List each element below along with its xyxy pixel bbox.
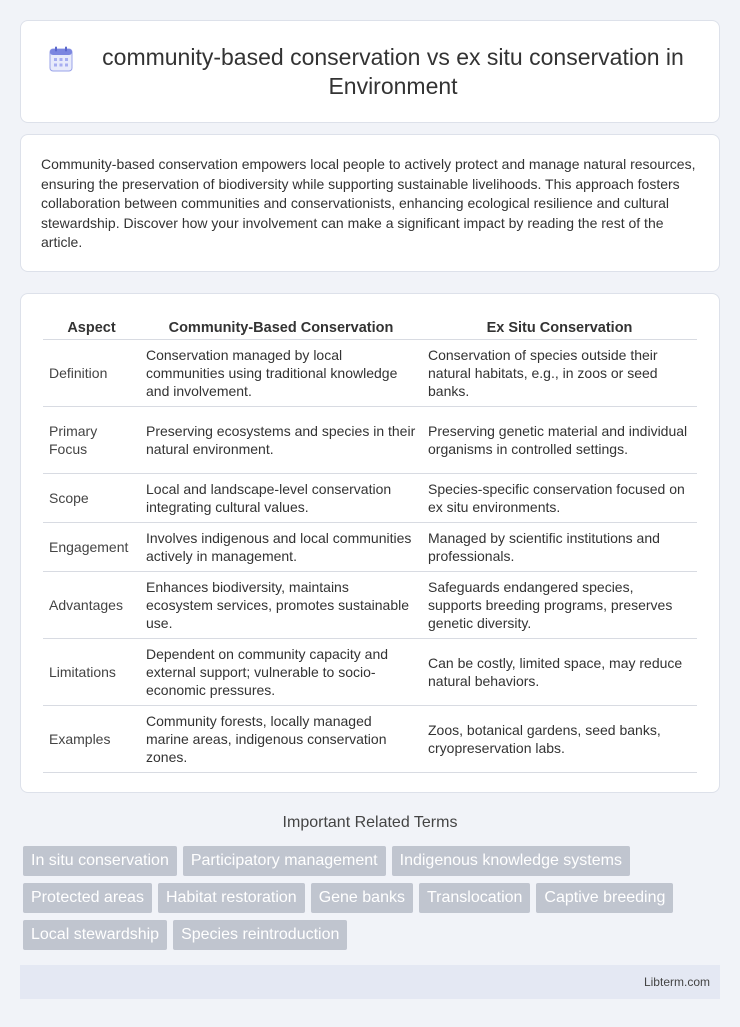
header-aspect: Aspect	[43, 316, 140, 340]
tag-in-situ-conservation[interactable]: In situ conservation	[23, 846, 177, 876]
header-community-based: Community-Based Conservation	[140, 316, 422, 340]
table-row	[43, 523, 697, 572]
row-ex-situ: Preserving genetic material and individual organisms in controlled settings.	[422, 407, 697, 474]
table-row	[43, 340, 697, 407]
row-community-based: Community forests, locally managed marine areas, indigenous conservation zones.	[140, 706, 422, 773]
row-ex-situ: Zoos, botanical gardens, seed banks, cryopreservation labs.	[422, 706, 697, 773]
row-community-based: Preserving ecosystems and species in their natural environment.	[140, 407, 422, 474]
tag-translocation[interactable]: Translocation	[419, 883, 530, 913]
page-title: community-based conservation vs ex situ conservation in Environment	[102, 43, 684, 99]
row-aspect: Primary Focus	[43, 407, 140, 474]
footer-brand-link[interactable]: Libterm.com	[643, 975, 710, 989]
row-ex-situ: Safeguards endangered species, supports breeding programs, preserves genetic diversity.	[422, 572, 697, 639]
intro-text: Community-based conservation empowers local people to actively protect and manage natural resources, ensuring the preservation of biodiversity while supporting sustainable livelihoods. This approach fosters collaboration between communities and conservationists, enhancing ecological resilience and cultural stewardship. Discover how your involvement can make a significant impact by reading the rest of the article.	[41, 156, 696, 251]
table-row	[43, 407, 697, 474]
row-community-based: Dependent on community capacity and external support; vulnerable to socio-economic pressures.	[140, 639, 422, 706]
tag-habitat-restoration[interactable]: Habitat restoration	[158, 883, 305, 913]
related-terms-title: Important Related Terms	[282, 814, 458, 831]
footer	[20, 965, 720, 999]
row-community-based: Local and landscape-level conservation integrating cultural values.	[140, 474, 422, 523]
row-aspect: Engagement	[43, 523, 140, 572]
row-aspect: Scope	[43, 474, 140, 523]
table-row	[43, 572, 697, 639]
tag-captive-breeding[interactable]: Captive breeding	[536, 883, 673, 913]
row-ex-situ: Managed by scientific institutions and professionals.	[422, 523, 697, 572]
row-ex-situ: Conservation of species outside their natural habitats, e.g., in zoos or seed banks.	[422, 340, 697, 407]
tag-gene-banks[interactable]: Gene banks	[311, 883, 413, 913]
row-aspect: Definition	[43, 340, 140, 407]
row-aspect: Advantages	[43, 572, 140, 639]
table-row	[43, 639, 697, 706]
related-terms-list	[20, 846, 720, 950]
row-ex-situ: Species-specific conservation focused on ex situ environments.	[422, 474, 697, 523]
row-aspect: Examples	[43, 706, 140, 773]
intro-card	[20, 134, 720, 272]
calendar-icon	[49, 46, 73, 72]
tag-indigenous-knowledge-systems[interactable]: Indigenous knowledge systems	[392, 846, 630, 876]
table-row	[43, 474, 697, 523]
row-community-based: Involves indigenous and local communities actively in management.	[140, 523, 422, 572]
row-community-based: Conservation managed by local communities using traditional knowledge and involvement.	[140, 340, 422, 407]
table-row	[43, 706, 697, 773]
title-card	[20, 20, 720, 123]
comparison-table-card	[20, 293, 720, 793]
comparison-table	[43, 316, 697, 773]
tag-protected-areas[interactable]: Protected areas	[23, 883, 152, 913]
header-ex-situ: Ex Situ Conservation	[422, 316, 697, 340]
tag-participatory-management[interactable]: Participatory management	[183, 846, 386, 876]
table-header-row	[43, 316, 697, 340]
row-aspect: Limitations	[43, 639, 140, 706]
row-community-based: Enhances biodiversity, maintains ecosystem services, promotes sustainable use.	[140, 572, 422, 639]
tag-local-stewardship[interactable]: Local stewardship	[23, 920, 167, 950]
row-ex-situ: Can be costly, limited space, may reduce natural behaviors.	[422, 639, 697, 706]
tag-species-reintroduction[interactable]: Species reintroduction	[173, 920, 347, 950]
